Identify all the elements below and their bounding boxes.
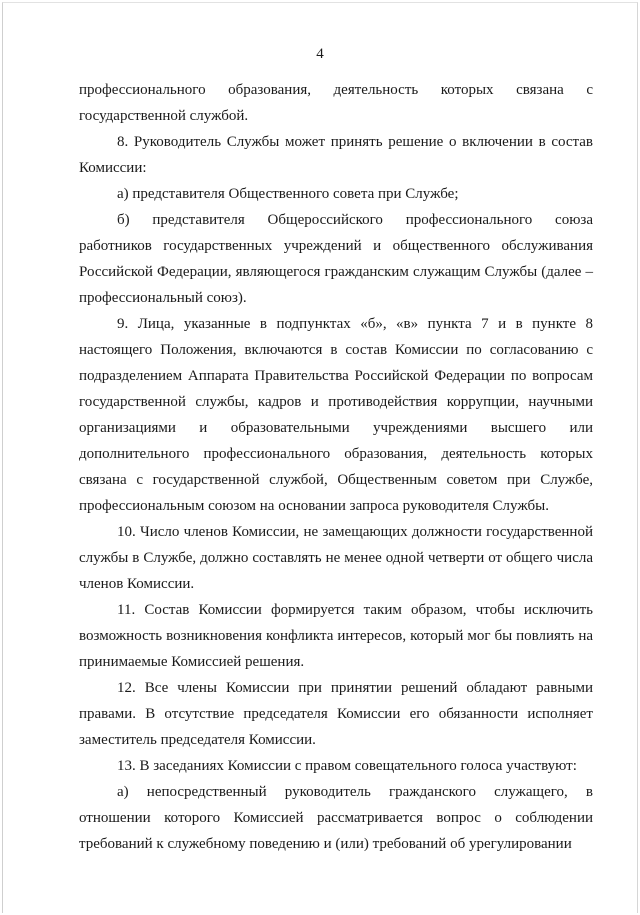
paragraph-item-12: 12. Все члены Комиссии при принятии решений обладают равными правами. В отсутствие председателя Комиссии его обязанности исполняет заместитель председателя Комиссии.: [79, 680, 593, 748]
paragraph-item-8: 8. Руководитель Службы может принять решение о включении в состав Комиссии:: [79, 134, 593, 176]
paragraph-item-8a: а) представителя Общественного совета при Службе;: [117, 186, 459, 202]
paragraph-item-9: 9. Лица, указанные в подпунктах «б», «в» пункта 7 и в пункте 8 настоящего Положения, включаются в состав Комиссии по согласованию с подразделением Аппарата Правительства Российской Федерации по вопросам государственной службы, кадров и противодействия коррупции, научными организациями и образовательными учреждениями высшего или дополнительного профессионального образования, деятельность которых связана с государственной службой, Общественным советом при Службе, профессиональным союзом на основании запроса руководителя Службы.: [79, 316, 593, 514]
paragraph-item-11: 11. Состав Комиссии формируется таким образом, чтобы исключить возможность возникновения конфликта интересов, который мог бы повлиять на принимаемые Комиссией решения.: [79, 602, 593, 670]
paragraph-item-8b: б) представителя Общероссийского профессионального союза работников государственных учреждений и общественного обслуживания Российской Федерации, являющегося гражданским служащим Службы (далее – профессиональный союз).: [79, 212, 593, 306]
paragraph-item-13a: а) непосредственный руководитель гражданского служащего, в отношении которого Комиссией рассматривается вопрос о соблюдении требований к служебному поведению и (или) требований об урегулировании: [79, 784, 593, 852]
page-number: 4: [316, 46, 324, 62]
paragraph-continuation: профессионального образования, деятельность которых связана с государственной службой.: [79, 82, 593, 124]
paragraph-item-10: 10. Число членов Комиссии, не замещающих должности государственной службы в Службе, должно составлять не менее одной четверти от общего числа членов Комиссии.: [79, 524, 593, 592]
paragraph-item-13: 13. В заседаниях Комиссии с правом совещательного голоса участвуют:: [117, 758, 577, 774]
document-body: [79, 77, 593, 857]
